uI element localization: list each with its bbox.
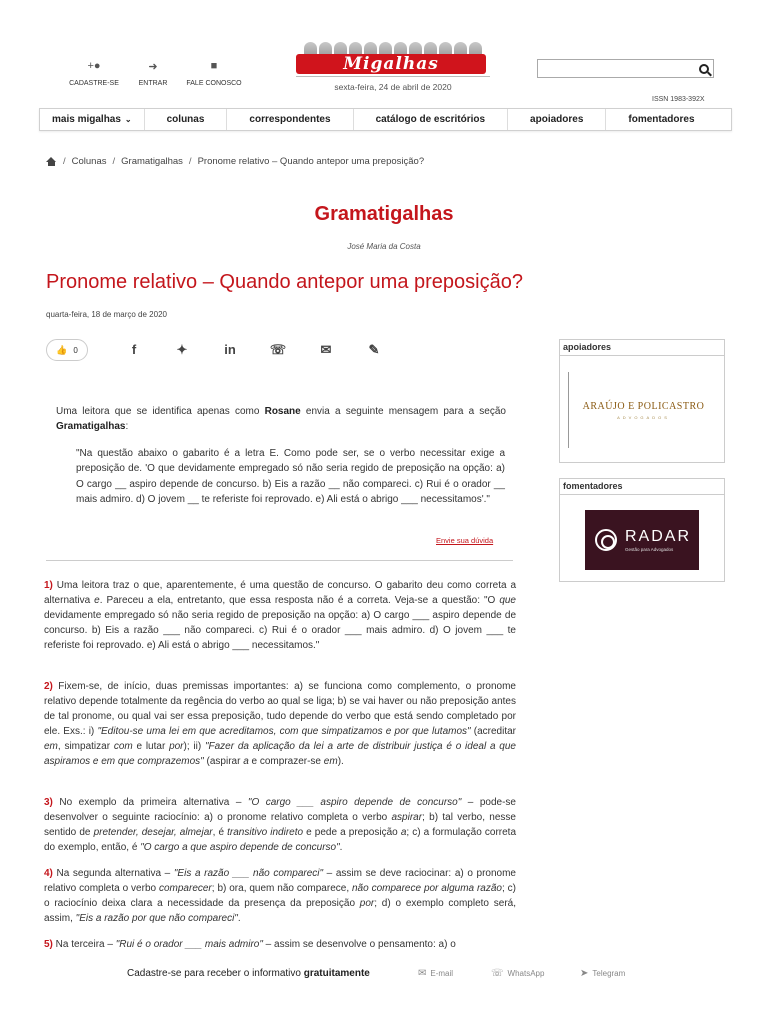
- nav-item-apoiadores[interactable]: apoiadores: [508, 109, 606, 130]
- comments-icon[interactable]: ✎: [368, 342, 380, 357]
- email-icon: ✉: [418, 968, 427, 979]
- sidebar-fomentadores-title: fomentadores: [560, 479, 724, 495]
- contact-label: FALE CONOSCO: [186, 80, 242, 87]
- article-headline: Pronome relativo – Quando antepor uma preposição?: [46, 271, 523, 293]
- like-count: 0: [73, 345, 78, 355]
- column-title[interactable]: Gramatigalhas: [314, 203, 454, 225]
- nav-item-fomentadores[interactable]: fomentadores: [628, 114, 695, 125]
- email-icon[interactable]: ✉: [320, 342, 332, 357]
- nav-item-correspondentes[interactable]: correspondentes: [227, 109, 353, 130]
- article-paragraph: 5) Na terceira – "Rui é o orador ___ mais admiro" – assim se desenvolve o pensamento: a) o: [44, 939, 456, 950]
- share-bar: [110, 342, 398, 358]
- whatsapp-icon: ☏: [491, 968, 504, 979]
- article-paragraph: 4) Na segunda alternativa – "Eis a razão ___ não compareci" – assim se deve raciocinar: a) o pronome relativo completa o verbo comparecer; b) ora, quem não comparece, não comparece por alguma razão; c) o raciocínio deixa clara a necessidade da presença da preposição por; d) o exemplo completo será, assim, "Eis a razão por que não compareci".: [44, 868, 517, 925]
- current-date: sexta-feira, 24 de abril de 2020: [334, 82, 452, 92]
- sponsor-logo[interactable]: ARAÚJO E POLICASTRO ADVOGADOS: [568, 372, 718, 448]
- telegram-icon: ➤: [580, 968, 589, 979]
- signup-label: CADASTRE-SE: [69, 80, 119, 87]
- twitter-icon[interactable]: ✦: [176, 342, 188, 357]
- thumbs-up-icon: 👍: [56, 344, 68, 355]
- newsletter-cta: Cadastre-se para receber o informativo gratuitamente: [127, 968, 370, 979]
- user-plus-icon: +●: [87, 60, 101, 72]
- breadcrumb: / Colunas / Gramatigalhas / Pronome relativo – Quando antepor uma preposição?: [46, 156, 424, 167]
- article-date: quarta-feira, 18 de março de 2020: [46, 310, 167, 319]
- logo-banner: [296, 54, 486, 74]
- search-box: [537, 59, 714, 78]
- article-intro: Uma leitora que se identifica apenas como Rosane envia a seguinte mensagem para a seção Gramatigalhas:: [56, 406, 506, 432]
- linkedin-icon[interactable]: in: [224, 342, 236, 357]
- newsletter-email-link[interactable]: ✉ E-mail: [418, 968, 454, 979]
- logo-text: Migalhas: [343, 54, 439, 74]
- search-input[interactable]: [540, 61, 690, 76]
- login-link[interactable]: [125, 60, 181, 87]
- breadcrumb-colunas[interactable]: Colunas: [71, 156, 107, 167]
- divider: [46, 560, 513, 561]
- nav-item-mais-migalhas[interactable]: mais migalhas ⌄: [40, 109, 145, 130]
- sidebar-apoiadores: [559, 339, 725, 463]
- radar-logo[interactable]: RADAR Gestão para Advogados: [585, 510, 699, 570]
- breadcrumb-gramatigalhas[interactable]: Gramatigalhas: [121, 156, 183, 167]
- breadcrumb-current: Pronome relativo – Quando antepor uma preposição?: [197, 156, 425, 167]
- nav-item-catalogo[interactable]: catálogo de escritórios: [354, 109, 508, 130]
- header-actions: [64, 60, 247, 87]
- sidebar-fomentadores: [559, 478, 725, 582]
- newsletter-bar: [0, 958, 768, 988]
- chat-icon: ■: [210, 60, 218, 72]
- article-paragraph: 2) Fixem-se, de início, duas premissas importantes: a) se funciona como complemento, o pronome relativo depende totalmente da regência do verbo ao qual se liga; b) se vai haver ou não preposição antes de tal pronome, ou qual vai ser essa preposição, tudo depende do verbo que está sendo completado por ele. Exs.: i) "Editou-se uma lei em que acreditamos, com que simpatizamos e por que lutamos" (acreditar em, simpatizar com e lutar por); ii) "Fazer da aplicação da lei a arte de distribuir justiça é o ideal a que aspiramos e em que comprazemos" (aspirar a e comprazer-se em).: [44, 681, 517, 768]
- contact-link[interactable]: [182, 60, 246, 87]
- site-logo[interactable]: [296, 42, 490, 94]
- like-button[interactable]: [46, 339, 88, 361]
- newsletter-telegram-link[interactable]: ➤ Telegram: [580, 968, 626, 979]
- sign-in-icon: ➜: [148, 61, 158, 73]
- chevron-down-icon: ⌄: [124, 115, 132, 124]
- author-name[interactable]: José Maria da Costa: [347, 242, 421, 251]
- search-icon[interactable]: [699, 64, 709, 74]
- ask-question-link[interactable]: Envie sua dúvida: [436, 536, 494, 545]
- newsletter-whatsapp-link[interactable]: ☏ WhatsApp: [491, 968, 545, 979]
- reader-question: "Na questão abaixo o gabarito é a letra E. Como pode ser, se o verbo necessitar exige a preposição de. 'O que devidamente empregado só não seria regido de preposição na opção: a) O cargo __ aspiro depende de concurso. b) Eis a razão __ não compareci. c) Rui é o orador __ mais admiro. d) O jovem __ te referiste foi reprovado. e) Ali está o abrigo ___ necessitamos'.": [76, 448, 505, 506]
- issn-label: ISSN 1983-392X: [652, 96, 705, 103]
- whatsapp-icon[interactable]: ☏: [269, 342, 287, 357]
- main-nav: [39, 108, 732, 131]
- login-label: ENTRAR: [138, 80, 168, 87]
- sidebar-apoiadores-title: apoiadores: [560, 340, 724, 356]
- signup-link[interactable]: [64, 60, 124, 87]
- article-paragraph: 3) No exemplo da primeira alternativa – "O cargo ___ aspiro depende de concurso" – pode-se desenvolver o seguinte raciocínio: a) o pronome relativo completa o verbo aspirar; b) tal verbo, nesse sentido de pretender, desejar, almejar, é transitivo indireto e pede a preposição a; c) a formulação correta do exemplo, então, é "O cargo a que aspiro depende de concurso".: [44, 797, 517, 854]
- home-icon[interactable]: [46, 157, 57, 166]
- radar-ring-icon: [595, 529, 617, 551]
- facebook-icon[interactable]: f: [131, 342, 137, 357]
- nav-item-colunas[interactable]: colunas: [145, 109, 228, 130]
- article-paragraph: 1) Uma leitora traz o que, aparentemente, é uma questão de concurso. O gabarito deu como correta a alternativa e. Pareceu a ela, entretanto, que essa resposta não é a correta. Veja-se a questão: "O que devidamente empregado só não seria regido de preposição na opção: a) O cargo ___ aspiro depende de concurso. b) Eis a razão ___ não compareci. c) Rui é o orador ___ mais admiro. d) O jovem ___ te referiste foi reprovado. e) Ali está o abrigo ___ necessitamos.": [44, 580, 516, 652]
